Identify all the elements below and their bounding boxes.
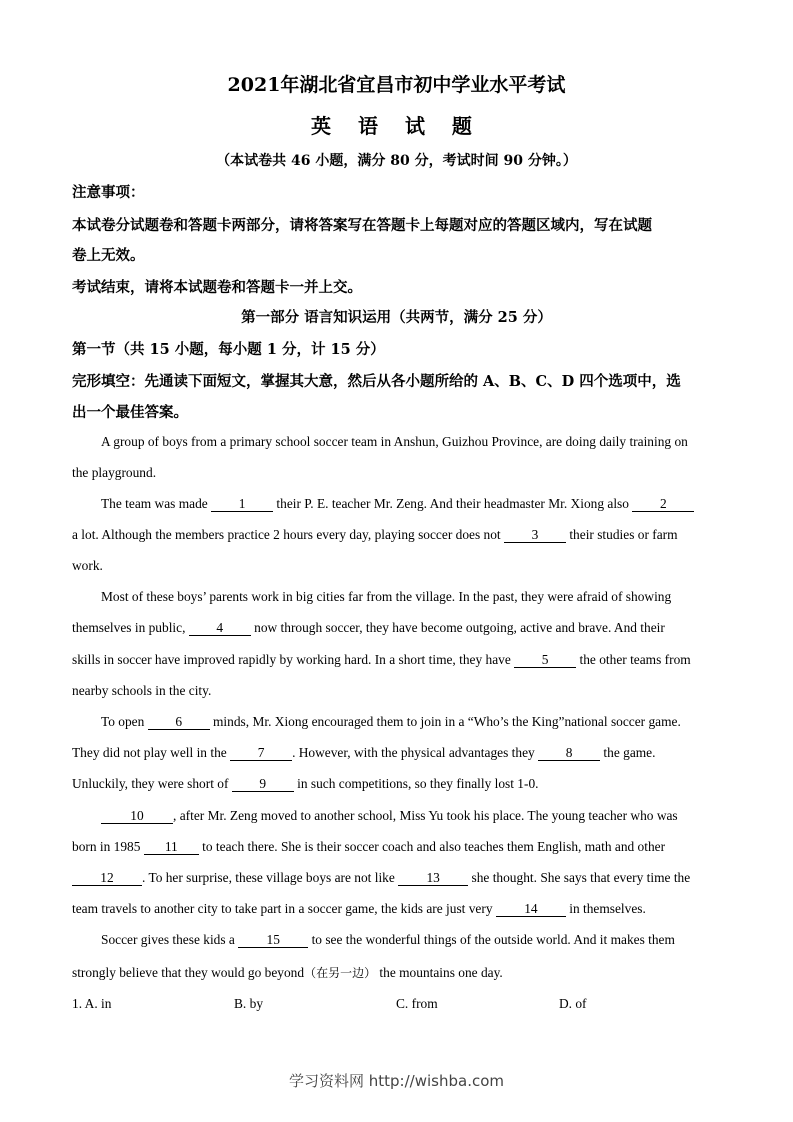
passage-text: in themselves. <box>565 901 646 916</box>
exam-title: 2021年湖北省宜昌市初中学业水平考试 <box>227 74 566 96</box>
passage-line <box>72 620 665 636</box>
passage-text: The team was made <box>101 496 212 511</box>
section1-title: 第一节（共 15 小题，每小题 1 分，计 15 分） <box>72 341 385 358</box>
subject-title: 英 语 试 题 <box>311 114 482 138</box>
blank-1: 1 <box>211 497 273 512</box>
blank-9: 9 <box>232 777 294 792</box>
passage-text: their studies or farm <box>565 527 678 542</box>
passage-line <box>72 527 678 543</box>
footer-watermark: 学习资料网 http://wishba.com <box>289 1072 504 1090</box>
passage-text: team travels to another city to take part in a soccer game, the kids are just very <box>72 901 496 916</box>
passage-line: the playground. <box>72 465 157 480</box>
blank-2: 2 <box>632 497 694 512</box>
instruction-line-2: 出一个最佳答案。 <box>72 404 188 421</box>
passage-text: to teach there. She is their soccer coach and also teaches them English, math and other <box>198 839 666 854</box>
notes-line-3: 考试结束，请将本试题卷和答题卡一并上交。 <box>72 279 362 296</box>
blank-15: 15 <box>238 933 308 948</box>
exam-info: （本试卷共 46 小题，满分 80 分，考试时间 90 分钟。） <box>216 153 577 169</box>
blank-8: 8 <box>538 746 600 761</box>
passage-line <box>72 839 665 855</box>
passage-text: . To her surprise, these village boys are not like <box>142 870 399 885</box>
blank-7: 7 <box>230 746 292 761</box>
blank-11: 11 <box>144 840 199 855</box>
passage-line <box>72 652 691 668</box>
passage-text: the other teams from <box>576 652 691 667</box>
passage-text: born in 1985 <box>72 839 144 854</box>
passage-text: she thought. She says that every time the <box>468 870 691 885</box>
passage-text: themselves in public, <box>72 620 189 635</box>
part1-title: 第一部分 语言知识运用（共两节，满分 25 分） <box>241 309 552 326</box>
passage-line: nearby schools in the city. <box>72 683 212 698</box>
passage-line <box>72 964 503 981</box>
passage-text: the game. <box>600 745 656 760</box>
passage-text: a lot. Although the members practice 2 hours every day, playing soccer does not <box>72 527 504 542</box>
passage-line <box>101 496 694 512</box>
option-c: C. from <box>396 996 438 1011</box>
passage-text: Unluckily, they were short of <box>72 776 232 791</box>
notes-line-2: 卷上无效。 <box>72 247 145 264</box>
passage-text: . However, with the physical advantages they <box>292 745 539 760</box>
blank-12: 12 <box>72 871 142 886</box>
option-a: 1. A. in <box>72 996 112 1011</box>
passage-text: in such competitions, so they finally lost 1-0. <box>293 776 539 791</box>
option-d: D. of <box>559 996 587 1011</box>
passage-line <box>101 932 675 948</box>
passage-line <box>101 714 681 730</box>
notes-heading: 注意事项： <box>72 184 145 201</box>
passage-text: strongly believe that they would go beyond <box>72 965 305 980</box>
blank-4: 4 <box>189 621 251 636</box>
passage-text: now through soccer, they have become outgoing, active and brave. And their <box>250 620 665 635</box>
option-b: B. by <box>234 996 264 1011</box>
passage-line <box>72 870 690 886</box>
blank-10: 10 <box>101 809 173 824</box>
passage-text: to see the wonderful things of the outside world. And it makes them <box>308 932 675 947</box>
passage-line: A group of boys from a primary school soccer team in Anshun, Guizhou Province, are doing daily training on <box>101 434 688 449</box>
blank-3: 3 <box>504 528 566 543</box>
blank-5: 5 <box>514 653 576 668</box>
blank-14: 14 <box>496 902 566 917</box>
instruction-line-1: 完形填空：先通读下面短文，掌握其大意，然后从各小题所给的 A、B、C、D 四个选项中，选 <box>72 373 681 390</box>
passage-line <box>72 901 646 917</box>
passage-line <box>101 808 678 824</box>
passage-text: minds, Mr. Xiong encouraged them to join in a “Who’s the King”national soccer game. <box>209 714 681 729</box>
blank-6: 6 <box>148 715 210 730</box>
passage-text: their P. E. teacher Mr. Zeng. And their headmaster Mr. Xiong also <box>273 496 633 511</box>
passage-line: work. <box>72 558 103 573</box>
passage-text: skills in soccer have improved rapidly by working hard. In a short time, they have <box>72 652 515 667</box>
notes-line-1: 本试卷分试题卷和答题卡两部分，请将答案写在答题卡上每题对应的答题区域内，写在试题 <box>72 217 652 234</box>
passage-text: , after Mr. Zeng moved to another school, Miss Yu took his place. The young teacher who was <box>173 808 678 823</box>
passage-line: Most of these boys’ parents work in big cities far from the village. In the past, they were afraid of showing <box>101 589 672 604</box>
chinese-note: （在另一边） <box>304 966 377 980</box>
passage-line <box>72 745 655 761</box>
passage-text: Soccer gives these kids a <box>101 932 239 947</box>
blank-13: 13 <box>398 871 468 886</box>
passage-text: They did not play well in the <box>72 745 231 760</box>
passage-text: To open <box>101 714 148 729</box>
passage-text: the mountains one day. <box>376 965 503 980</box>
passage-line <box>72 776 539 792</box>
